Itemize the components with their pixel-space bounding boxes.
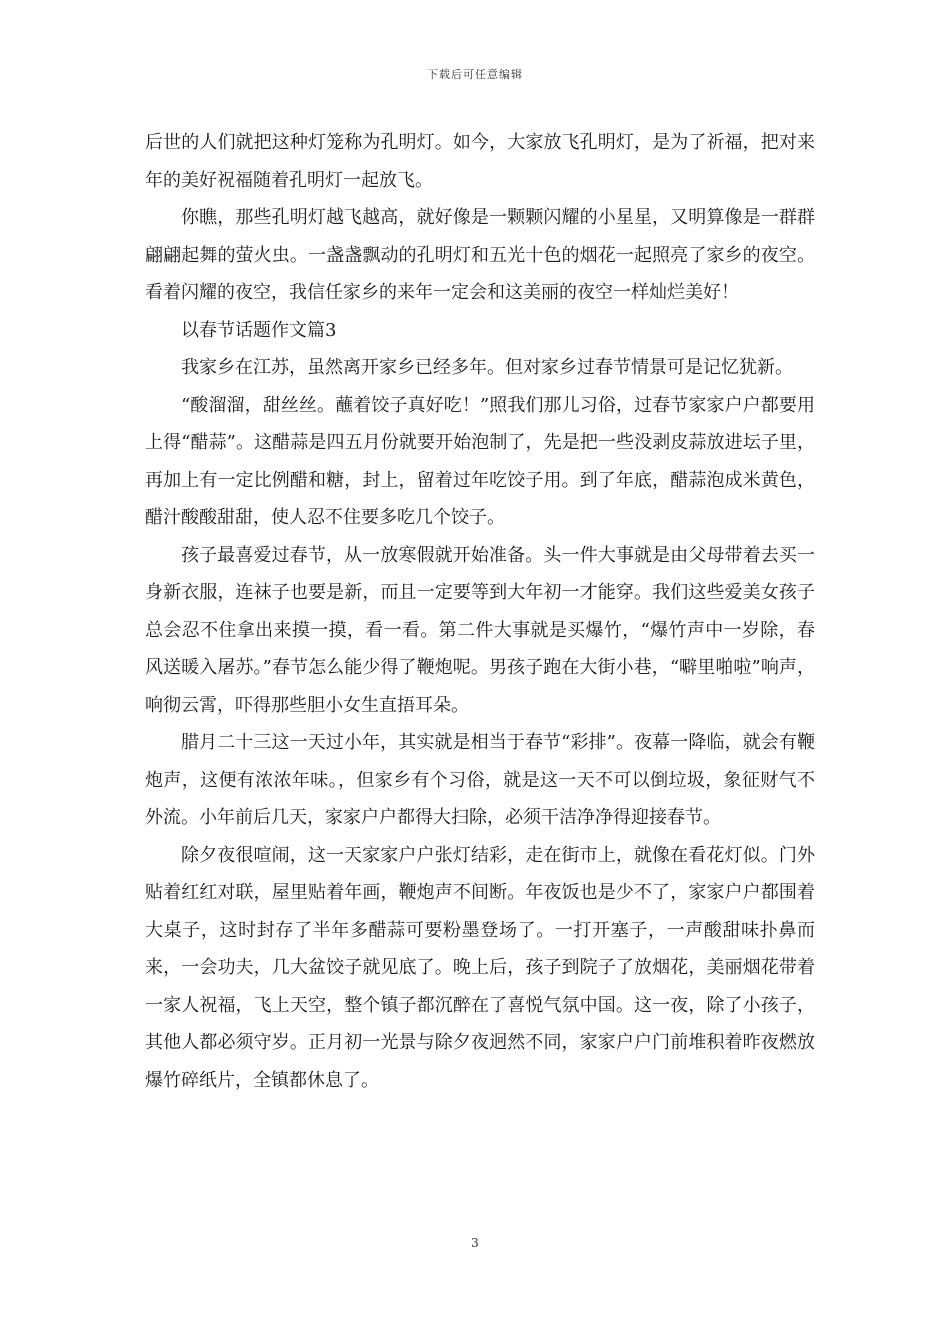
paragraph-3: 我家乡在江苏，虽然离开家乡已经多年。但对家乡过春节情景可是记忆犹新。 [181, 357, 793, 378]
paragraph-5: 孩子最喜爱过春节，从一放寒假就开始准备。头一件大事就是由父母带着去买一身新衣服，连袜子也要是新，而且一定要等到大年初一才能穿。我们这些爱美女孩子总会忍不住拿出来摸一摸，看一看。第二件大事就是买爆竹，“爆竹声中一岁除，春风送暖入屠苏。”春节怎么能少得了鞭炮呢。男孩子跑在大街小巷，“噼里啪啦”响声，响彻云霄，吓得那些胆小女生直捂耳朵。 [145, 544, 815, 716]
paragraph-7: 除夕夜很喧闹，这一天家家户户张灯结彩，走在街市上，就像在看花灯似。门外贴着红红对联，屋里贴着年画，鞭炮声不间断。年夜饭也是少不了，家家户户都围着大桌子，这时封存了半年多醋蒜可要粉墨登场了。一打开塞子，一声酸甜味扑鼻而来，一会功夫，几大盆饺子就见底了。晚上后，孩子到院子了放烟花，美丽烟花带着一家人祝福，飞上天空，整个镇子都沉醉在了喜悦气氛中国。这一夜，除了小孩子，其他人都必须守岁。正月初一光景与除夕夜迥然不同，家家户户门前堆积着昨夜燃放爆竹碎纸片，全镇都休息了。 [145, 844, 815, 1091]
paragraph-2: 你瞧，那些孔明灯越飞越高，就好像是一颗颗闪耀的小星星，又明算像是一群群翩翩起舞的萤火虫。一盏盏飘动的孔明灯和五光十色的烟花一起照亮了家乡的夜空。看着闪耀的夜空，我信任家乡的来年一定会和这美丽的夜空一样灿烂美好！ [145, 207, 815, 303]
document-body [145, 124, 815, 1099]
paragraph-4: “酸溜溜，甜丝丝。蘸着饺子真好吃！”照我们那儿习俗，过春节家家户户都要用上得“醋蒜”。这醋蒜是四五月份就要开始泡制了，先是把一些没剥皮蒜放进坛子里，再加上有一定比例醋和糖，封上，留着过年吃饺子用。到了年底，醋蒜泡成米黄色，醋汁酸酸甜甜，使人忍不住要多吃几个饺子。 [145, 394, 815, 528]
page-header: 下载后可任意编辑 [427, 68, 523, 81]
page-number: 3 [471, 1236, 479, 1250]
paragraph-6: 腊月二十三这一天过小年，其实就是相当于春节“彩排”。夜幕一降临，就会有鞭炮声，这便有浓浓年味。，但家乡有个习俗，就是这一天不可以倒垃圾，象征财气不外流。小年前后几天，家家户户都得大扫除，必须干洁净净得迎接春节。 [145, 732, 815, 828]
paragraph-1: 后世的人们就把这种灯笼称为孔明灯。如今，大家放飞孔明灯，是为了祈福，把对来年的美好祝福随着孔明灯一起放飞。 [145, 132, 815, 191]
section-heading: 以春节话题作文篇3 [181, 319, 337, 341]
